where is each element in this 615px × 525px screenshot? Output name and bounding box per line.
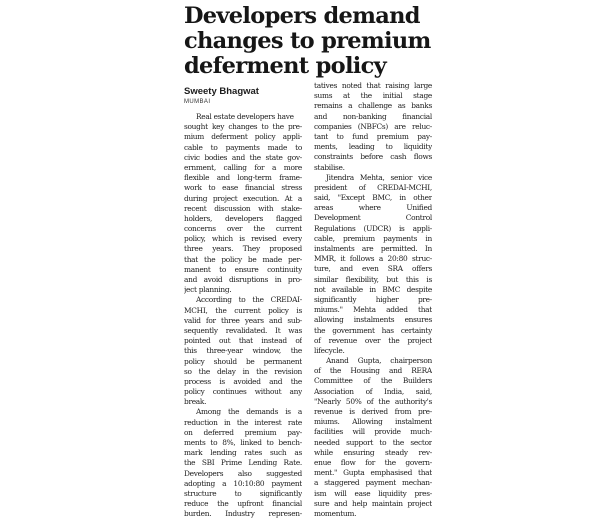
body-text-line: ments to 8%, linked to bench-	[184, 438, 302, 447]
body-text-line: and non-banking financial	[314, 111, 432, 121]
body-text-line: Anand Gupta, chairperson	[326, 356, 432, 366]
body-text-line: similar flexibility, but this is	[314, 274, 432, 284]
body-text-line: Development Control	[314, 213, 432, 223]
body-text-line: According to the CREDAI-	[196, 295, 302, 305]
body-text-line: ernment, calling for a more	[184, 162, 302, 172]
body-text-line: significantly higher pre-	[314, 294, 432, 304]
body-text-line: a staggered payment mechan-	[314, 478, 432, 488]
body-text-line: tant to fund premium pay-	[314, 131, 432, 141]
body-text-line: Committee of the Builders	[314, 376, 432, 386]
body-text-line: MMR, it follows a 20:80 struc-	[314, 254, 432, 264]
body-text-line: structure to significantly	[184, 488, 302, 498]
body-text-line: "Nearly 50% of the authority's	[314, 396, 432, 406]
body-text-line: flexible and long-term frame-	[184, 173, 302, 183]
body-text-line: Jitendra Mehta, senior vice	[326, 172, 432, 182]
byline: Sweety Bhagwat	[184, 86, 259, 97]
body-text-line: this three-year window, the	[184, 346, 302, 356]
body-text-line: three years. They proposed	[184, 244, 302, 254]
body-text-line: pointed out that instead of	[184, 336, 302, 346]
body-text-line: Real estate developers have	[196, 112, 294, 121]
body-text-line: revenue is derived from pre-	[314, 407, 432, 416]
body-text-line: not available in BMC despite	[314, 284, 432, 294]
body-text-line: areas where Unified	[314, 203, 432, 213]
body-text-line: MCHI, the current policy is	[184, 305, 302, 315]
body-text-line: ject planning.	[184, 285, 232, 295]
body-text-line: miums. Allowing instalment	[314, 417, 432, 427]
body-text-line: burden. Industry represen-	[184, 509, 302, 519]
body-text-line: ment." Gupta emphasised that	[314, 468, 432, 478]
body-text-line: ism will ease liquidity pres-	[314, 488, 432, 498]
body-text-line: of the Housing and RERA	[314, 366, 432, 376]
body-text-line: policy, which is revised every	[184, 234, 302, 244]
body-text-line: the SBI Prime Lending Rate.	[184, 458, 302, 468]
body-text-line: that the policy be made per-	[184, 254, 302, 264]
body-text-line: remains a challenge as banks	[314, 101, 432, 111]
body-text-line: work to ease financial stress	[184, 183, 302, 193]
body-text-line: Among the demands is a	[196, 407, 302, 417]
body-text-line: reduction in the interest rate	[184, 417, 302, 427]
body-text-line: Developers also suggested	[184, 468, 302, 478]
body-text-line: during project execution. At a	[184, 193, 302, 203]
news-article	[180, 0, 435, 525]
body-text-line: sure and help maintain project	[314, 498, 432, 508]
body-text-line: cable, premium payments in	[314, 233, 432, 243]
body-text-line: holders, developers flagged	[184, 213, 302, 223]
body-text-line: mark lending rates such as	[184, 448, 302, 458]
body-text-line: policy should be permanent	[184, 356, 302, 366]
body-text-line: enue flow for the govern-	[314, 457, 432, 467]
body-text-line: tatives noted that raising large	[314, 81, 432, 90]
body-text-line: civic bodies and the state gov-	[184, 152, 302, 162]
body-text-line: Regulations (UDCR) is appli-	[314, 223, 432, 233]
body-column-2	[314, 81, 432, 519]
body-text-line: president of CREDAI-MCHI,	[314, 182, 432, 192]
body-text-line: while ensuring steady rev-	[314, 447, 432, 457]
body-text-line: adopting a 10:10:80 payment	[184, 478, 302, 488]
headline-line: changes to premium	[184, 28, 431, 54]
body-text-line: process is avoided and the	[184, 376, 302, 386]
body-text-line: reduce the upfront financial	[184, 499, 302, 509]
body-text-line: needed support to the sector	[314, 437, 432, 447]
body-text-line: concerns over the current	[184, 224, 302, 234]
body-text-line: recent discussion with stake-	[184, 203, 302, 213]
body-text-line: said, "Except BMC, in other	[314, 193, 432, 203]
body-text-line: manent to ensure continuity	[184, 264, 302, 274]
body-text-line: momentum.	[314, 508, 357, 518]
body-text-line: allowing instalments ensures	[314, 315, 432, 325]
body-text-line: ture, and even SRA offers	[314, 264, 432, 274]
body-text-line: policy continues without any	[184, 387, 302, 397]
body-text-line: cable to payments made to	[184, 142, 302, 152]
body-text-line: lifecycle.	[314, 345, 345, 355]
body-text-line: mium deferment policy appli-	[184, 132, 302, 142]
body-text-line: facilities will provide much-	[314, 427, 432, 437]
body-text-line: stabilise.	[314, 162, 345, 172]
body-text-line: sought key changes to the pre-	[184, 122, 302, 132]
body-column-1	[184, 112, 302, 520]
body-text-line: sums at the initial stage	[314, 91, 432, 101]
body-text-line: so the delay in the revision	[184, 366, 302, 376]
body-text-line: constraints before cash flows	[314, 152, 432, 162]
body-text-line: Association of India, said,	[314, 386, 432, 396]
body-text-line: companies (NBFCs) are reluc-	[314, 121, 432, 131]
headline-line: Developers demand	[184, 3, 420, 29]
body-text-line: instalments are permitted. In	[314, 244, 432, 253]
article-headline	[184, 4, 434, 79]
body-text-line: ments, leading to liquidity	[314, 142, 432, 152]
body-text-line: the government has certainty	[314, 325, 432, 335]
body-text-line: of revenue over the project	[314, 335, 432, 345]
body-text-line: valid for three years and sub-	[184, 315, 302, 325]
body-text-line: sequently revalidated. It was	[184, 325, 302, 335]
headline-line: deferment policy	[184, 53, 387, 79]
body-text-line: and avoid disruptions in pro-	[184, 275, 302, 284]
dateline: MUMBAI	[184, 99, 211, 105]
body-text-line: miums." Mehta added that	[314, 305, 432, 315]
body-text-line: break.	[184, 397, 207, 407]
body-text-line: on deferred premium pay-	[184, 427, 302, 437]
